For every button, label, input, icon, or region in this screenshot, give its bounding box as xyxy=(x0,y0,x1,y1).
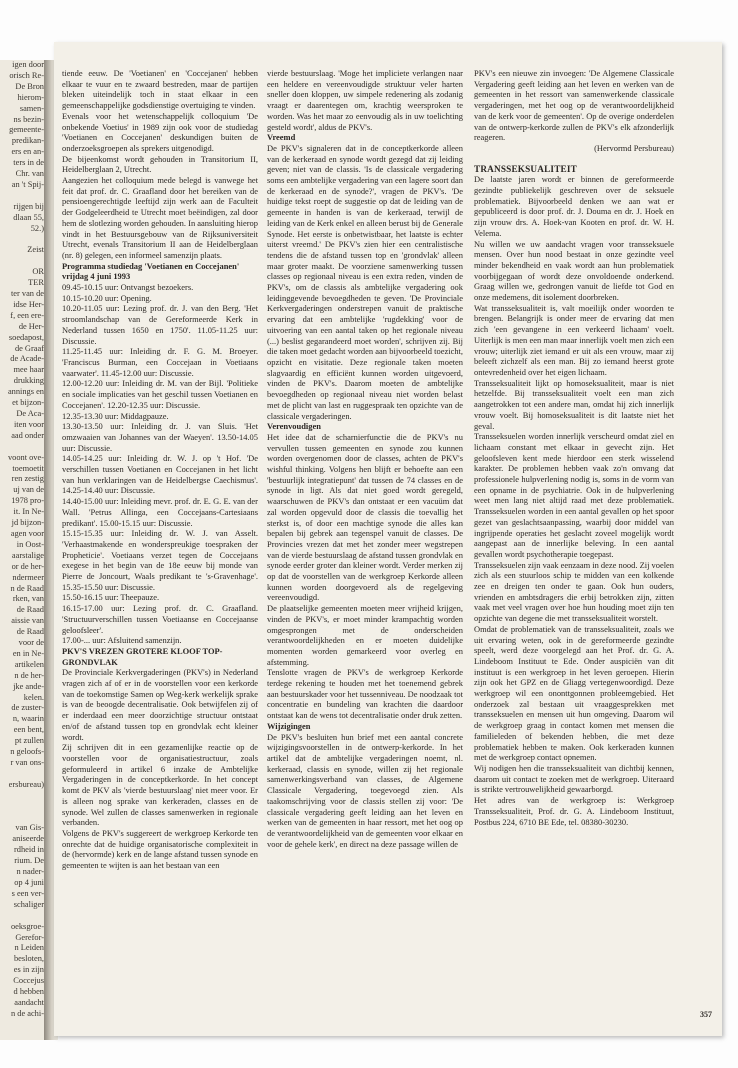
left-page-fragment: ns bezin- xyxy=(13,114,44,124)
left-page-fragment: 52.) xyxy=(30,223,44,233)
program-item: 15.15-15.35 uur: Inleiding dr. W. J. van Asselt. 'Verhaastmakende en wonderspreukige toespraken der Propheticie'. Voetiaans verzet tegen de Coccejaans exegese in het begin van de 18e eeuw bij monde van Pierre de Joncourt, Waals predikant te 's-Gravenhage'. 15.35-15.50 uur: Discussie. xyxy=(62,528,258,592)
trans-para: De laatste jaren wordt er binnen de gereformeerde gezindte publiekelijk geschreven over de seksuele problematiek. Bijvoorbeeld denken we aan wat er gepubliceerd is door prof. dr. J. Douma en dr. J. Hoek en zijn vrouw drs. A. Hoek-van Kooten en prof. dr. W. H. Velema. xyxy=(474,174,674,238)
left-page-fragment: agen voor xyxy=(10,528,44,538)
wijzigingen-text: De PKV's besluiten hun brief met een aantal concrete wijzigingsvoorstellen in de ontwerp-kerkorde. In het artikel dat de ambtelijke vergaderingen noemt, nl. kerkeraad, classis en synode, willen zij het regionale samenwerkingsverband van classes, de Algemene Classicale Vergadering, toegevoegd zien. Als taakomschrijving voor de classis stellen zij voor: 'De classicale vergadering geeft leiding aan het leven en werken van de gemeenten in haar ressort, met het oog op de verantwoordelijkheid van de gemeenten voor elkaar en voor de gehele kerk', en direct na deze passage willen de xyxy=(267,731,463,849)
left-page-fragment: uj van de xyxy=(13,485,44,495)
program-item: 12.35-13.30 uur: Middagpauze. xyxy=(62,410,169,421)
left-page-fragment: aarstalige xyxy=(11,550,44,560)
left-page-fragment: Coccejus xyxy=(13,976,44,986)
c2-intro: vierde bestuurslaag. 'Moge het impliciete verlangen naar een heldere en vereenvoudigde struktuur veler harten sneller doen kloppen, uw simpele redenering als zodanig vraagt er daarentegen om, krachtig weersproken te worden. Was het maar zo eenvoudig als in uw toelichting gesteld wordt', aldus de PKV's. xyxy=(267,68,463,132)
left-page-fragment: ters in de xyxy=(13,158,44,168)
left-page-fragment: de Acade- xyxy=(10,354,44,364)
program-item: 17.00-... uur: Afsluitend samenzijn. xyxy=(62,635,182,646)
program-item: 10.15-10.20 uur: Opening. xyxy=(62,292,152,303)
left-page-fragment xyxy=(0,911,48,922)
left-page-fragment: TER xyxy=(28,278,44,288)
trans-para: Omdat de problematiek van de transseksualiteit, zoals we uit ervaring weten, ook in de gereformeerde gezindte speelt, werd deze voorgelegd aan het Prof. dr. G. A. Lindeboom Instituut te Ede. Onder auspiciën van dit instituut is een werkgroep in het leven geroepen. Hierin zijn ook het GPZ en de Gliagg vertegenwoordigd. Deze werkgroep wil een ononttgonnen probleemgebied. Het onderzoek zal bestaan uit vraaggesprekken met transseksuelen en mensen uit hun omgeving. Daarom wil de werkgroep graag in contact komen met mensen die familieleden of bekenden hebben, die met deze problematiek hebben te maken. Ook kerkeraden kunnen met de werkgroep contact opnemen. xyxy=(474,623,674,763)
program-item: 10.20-11.05 uur: Lezing prof. dr. J. van den Berg. 'Het stroomlandschap van de Gereformeerde Kerk in Nederland tussen 1650 en 1750'. 11.05-11.25 uur: Discussie. xyxy=(62,303,258,346)
left-page-fragment xyxy=(0,442,48,453)
left-page-fragment: oeksgroe- xyxy=(10,921,44,931)
left-page-fragment: igen door xyxy=(12,60,44,69)
trans-heading: TRANSSEKSUALITEIT xyxy=(474,163,577,174)
verenvoudigen-para: Tenslotte vragen de PKV's de werkgroep Kerkorde terdege rekening te houden met het toenemend gebrek aan bestuurskader voor het tussenniveau. De noodzaak tot concentratie en bundeling van krachten die daardoor ontstaat kan de wens tot decentralisatie onder druk zetten. xyxy=(267,667,463,721)
left-page-fragment: ers en an- xyxy=(11,147,44,157)
left-page-fragment: pt zullen xyxy=(14,736,44,746)
page-number: 357 xyxy=(700,1010,712,1019)
left-page-fragment: rdheid in xyxy=(13,845,44,855)
left-page-fragment: ren zestig xyxy=(11,474,44,484)
left-page-fragment: samen- xyxy=(19,103,44,113)
pkv-para: Zij schrijven dit in een gezamenlijke reactie op de voorstellen voor de organisatiestructuur, zoals geformuleerd in artikel 6 inzake de Ambtelijke Vergaderingen in de conceptkerkorde. In het concept komt de PKV als 'vierde bestuurslaag' niet meer voor. Er is alleen nog sprake van kerkeraden, classes en de synode. Wel zullen de classes samenwerken in regionale verbanden. xyxy=(62,742,258,828)
left-page-fragment: rken, van xyxy=(12,594,44,604)
left-page-fragment: aad onder xyxy=(11,430,44,440)
c1-para: Aangezien het colloquium mede belegd is vanwege het feit dat prof. dr. C. Graafland door het bereiken van de pensioengerechtigde leeftijd zijn werk aan de Faculteit der Godgeleerdheid te Utrecht moet beëindigen, zal door hem de slotlezing worden gehouden. In aansluiting hierop vindt in het Bestuursgebouw van de Rijksuniversiteit Utrecht, evenals Transitorium II aan de Heidelberglaan (nr. 8) gelegen, een informeel samenzijn plaats. xyxy=(62,175,258,260)
left-page-fragment: f, een ere- xyxy=(10,310,44,320)
c1-para: De bijeenkomst wordt gehouden in Transitorium II, Heidelberglaan 2, Utrecht. xyxy=(62,153,258,175)
left-page-fragment: Chr. van xyxy=(15,169,44,179)
left-page-fragment: De Aca- xyxy=(16,409,44,418)
left-page-fragment xyxy=(0,256,48,267)
left-page-fragment: or de her- xyxy=(11,561,44,571)
program-item: 14.40-15.00 uur: Inleiding mevr. prof. dr. E. G. E. van der Wall. 'Petrus Allinga, een Coccejaans-Cartesiaans predikant'. 15.00-15.15 uur: Discussie. xyxy=(62,496,258,528)
left-page-fragment: gemeente- xyxy=(9,125,44,135)
left-page-fragment: n de Raad xyxy=(10,583,44,593)
program-item: 15.50-16.15 uur: Theepauze. xyxy=(62,592,160,603)
c1-para: Evenals voor het wetenschappelijk colloquium 'De onbekende Voetius' in 1989 zijn ook voor de studiedag 'Voetianen en Coccejanen' deskundigen buiten de onderzoeksgroepen als sprekers uitgenodigd. xyxy=(62,110,258,153)
left-page-fragment: besloten, xyxy=(13,954,44,964)
left-page-edge xyxy=(0,60,49,1040)
left-page-fragment: drukking xyxy=(13,376,44,386)
left-page-fragment: aandacht xyxy=(14,997,44,1007)
trans-para: Transseksualiteit lijkt op homoseksualiteit, maar is niet hetzelfde. Bij transseksualiteit voelt een man zich aangetrokken tot een andere man, omdat hij zich innerlijk vrouw voelt. Bij homoseksualiteit is dit laatste niet het geval. xyxy=(474,377,674,431)
left-page-fragment: ndermeer xyxy=(12,572,44,582)
left-page-fragment xyxy=(0,235,48,246)
left-page-fragment: rijgen bij xyxy=(13,201,44,211)
trans-para: Het adres van de werkgroep is: Werkgroep Transseksualiteit, Prof. dr. G. A. Lindeboom Instituut, Postbus 224, 6710 BE Ede, tel. 08380-30230. xyxy=(474,795,674,827)
left-page-fragment: voont ove- xyxy=(7,452,44,462)
left-page-fragment: in Oost- xyxy=(16,539,44,549)
section-gap xyxy=(474,154,674,164)
left-page-fragment: ter van de xyxy=(10,289,44,299)
left-page-fragment: dlaan 55, xyxy=(13,212,44,222)
trans-para: Wij nodigen hen die transseksualiteit van dichtbij kennen, daarom uit contact te zoeken met de werkgroep. Uiteraard is strikte vertrouwelijkheid gewaarborgd. xyxy=(474,763,674,795)
left-page-fragment: de zuster- xyxy=(11,703,44,713)
wijzigingen-heading: Wijzigingen xyxy=(267,720,311,731)
vreemd-text: De PKV's signaleren dat in de conceptkerkorde alleen van de kerkeraad en synode wordt gezegd dat zij leiding geven; niet van de classis. 'Is de classicale vergadering soms een ambtelijke vergadering van een lagere soort dan de kerkeraad en de synode?', vragen de PKV's. 'De huidige tekst roept de suggestie op dat de leiding van de gemeente in handen is van de kerkeraad, terwijl de leiding van de Kerk enkel en alleen berust bij de Generale Synode. Het eerste is onbetwistbaar, het laatste is echter uiterst vreemd.' De PKV's zien hier een centralistische tendens die de afstand tussen top en 'grondvlak' alleen maar groter maakt. De voorziene samenwerking tussen classes op regionaal niveau is een extra reden, vinden de PKV's, om de classis als ambtelijke vergadering ook leidinggevende bevoegdheden te geven. 'De Provinciale Kerkvergaderingen onderstrepen vanuit de praktische ervaring dat een ambtelijke 'rugdekking' voor de uitvoering van een aantal taken op het regionale niveau (...) beslist gegarandeerd moet worden', schrijven zij. Bij die taken moet gedacht worden aan bijvoorbeeld toezicht, opzicht en visitatie. Deze regionale taken moeten slagvaardig en efficiënt kunnen worden uitgevoerd, vinden de PKV's. Daarom moeten de ambtelijke bevoegdheden op regionaal niveau niet worden belast met de plicht van last en ruggespraak ten opzichte van de classicale vergaderingen. xyxy=(267,142,463,421)
program-item: 12.00-12.20 uur: Inleiding dr. M. van der Bijl. 'Politieke en sociale implicaties van het geschil tussen Voetianen en Coccejanen'. 12.20-12.35 uur: Discussie. xyxy=(62,378,258,410)
left-page-fragment: mee haar xyxy=(13,365,44,375)
column-3 xyxy=(474,68,674,827)
left-page-fragment xyxy=(0,802,48,813)
left-page-fragment: soedapost, xyxy=(8,332,44,342)
left-page-fragment: hierom- xyxy=(17,92,44,102)
program-item: 09.45-10.15 uur: Ontvangst bezoekers. xyxy=(62,282,194,293)
left-page-fragment: r van ons- xyxy=(10,758,44,767)
page-357 xyxy=(54,42,722,1036)
left-page-fragment: n de achi- xyxy=(10,1008,44,1018)
left-page-fragment: d hebben xyxy=(13,987,44,997)
left-page-fragment: annings en xyxy=(7,387,44,397)
left-page-fragment: artikelen xyxy=(14,659,44,669)
trans-para: Nu willen we uw aandacht vragen voor transseksuele mensen. Over hun nood bestaat in onze gezindte veel minder bekendheid en vaak wordt aan hun problematiek voorbijgegaan of wordt deze onvoldoende onderkend. Graag willen we, gedrongen vanuit de liefde tot God en onze medemens, dit isolement doorbreken. xyxy=(474,238,674,303)
c3-intro: PKV's een nieuwe zin invoegen: 'De Algemene Classicale Vergadering geeft leiding aan het leven en werken van de gemeenten in het ressort van samenwerkende classicale vergaderingen, met het oog op de verantwoordelijkheid van de kerk voor de gemeenten'. Op de overige onderdelen van de ontwerp-kerkorde zullen de PKV's elk afzonderlijk reageren. xyxy=(474,68,674,143)
left-page-fragment: n, waarin xyxy=(12,714,44,724)
left-page-fragment: rium. De xyxy=(14,856,44,866)
left-page-fragment: jd bijzon- xyxy=(11,518,44,528)
left-page-fragments xyxy=(0,60,48,1020)
left-page-fragment xyxy=(0,791,48,802)
verenvoudigen-para: Het idee dat de scharnierfunctie die de PKV's nu vervullen tussen gemeenten en synode zou kunnen worden overgenomen door de classes, achten de PKV's wishful thinking. Volgens hen blijft er behoefte aan een 'bestuurlijk integratiepunt' dat tussen de 74 classes en de synode in ligt. Als dat niet goed wordt geregeld, waarschuwen de PKV's dan ontstaat er een vacuüm dat zal worden opgevuld door de classis die toevallig het sterkst is, of door een machtige synode die alles kan bepalen bij gebrek aan tegenspel vanuit de classes. De Provincies vrezen dat met het zonder meer wegstrepen van de vierde bestuurslaag de afstand tussen grondvlak en synode eerder groter dan kleiner wordt. Verder merken zij op dat de voorstellen van de werkgroep Kerkorde alleen kunnen worden doorgevoerd als de regelgeving vereenvoudigd. xyxy=(267,431,463,603)
left-page-fragment: kelen. xyxy=(23,692,44,702)
left-page-fragment: Gerefor- xyxy=(15,932,44,942)
left-page-fragment: voor de xyxy=(18,638,44,648)
program-item: 16.15-17.00 uur: Lezing prof. dr. C. Graafland. 'Structuurverschillen tussen Voetiaanse en Coccejaanse geloofsleer'. xyxy=(62,603,258,635)
program-heading: Programma studiedag 'Voetianen en Coccejanen' vrijdag 4 juni 1993 xyxy=(62,260,240,282)
left-page-fragment: Zeist xyxy=(27,245,44,255)
vreemd-heading: Vreemd xyxy=(267,132,296,143)
column-2 xyxy=(267,68,463,849)
left-page-fragment: aissie van xyxy=(11,616,44,626)
trans-para: Wat transseksualiteit is, valt moeilijk onder woorden te brengen. Belangrijk is onder meer de ervaring dat men zich 'een gevangene in een verkeerd lichaam' voelt. Uiterlijk is men een man maar innerlijk voelt men zich een vrouw; uiterlijk ziet iemand er uit als een vrouw, maar zij beleeft zichzelf als een man. Bij zo iemand heerst grote ontevredenheid over het eigen lichaam. xyxy=(474,302,674,377)
left-page-fragment: en in Ne- xyxy=(12,648,44,658)
left-page-fragment: de Graaf xyxy=(14,343,44,353)
left-page-fragment xyxy=(0,813,48,824)
left-page-fragment: n Leiden xyxy=(14,943,44,953)
left-page-fragment: De Bron xyxy=(15,81,44,91)
program-item: 13.30-13.50 uur: Inleiding dr. J. van Sluis. 'Het omzwaaien van Johannes van der Waeyen'. 13.50-14.05 uur: Discussie. xyxy=(62,421,258,453)
press-signature: (Hervormd Persbureau) xyxy=(594,142,674,153)
left-page-fragment: 1978 pro- xyxy=(11,496,44,506)
pkv-para: Volgens de PKV's suggereert de werkgroep Kerkorde ten onrechte dat de huidige organisatorische complexiteit in de (hervormde) kerk en de lange afstand tussen synode en gemeenten te wijten is aan het bestaan van een xyxy=(62,827,258,871)
program-item: 14.05-14.25 uur: Inleiding dr. W. J. op 't Hof. 'De verschillen tussen Voetianen en Coccejanen in het licht van hun verklaringen van de Heidelbergse Caechismus'. 14.25-14.40 uur: Discussie. xyxy=(62,453,258,496)
pkv-para: De Provinciale Kerkvergaderingen (PKV's) in Nederland vragen zich af of er in de voorstellen voor een kerkorde van de toekomstige Samen op Weg-kerk werkelijk sprake is van de beoogde decentralisatie. Ook betwijfelen zij of er inderdaad een meer doorzichtige structuur ontstaat en/of de afstand tussen top en grondvlak echt kleiner wordt. xyxy=(62,667,258,742)
left-page-fragment: een bent, xyxy=(13,725,44,735)
c1-para: tiende eeuw. De 'Voetianen' en 'Coccejanen' hebben elkaar te vuur en te zwaard bestreden, maar de partijen bleken uiteindelijk toch in staat elkaar in een gemeenschappelijke godsdienstige overtuiging te vinden. xyxy=(62,68,258,111)
left-page-fragment: ersbureau) xyxy=(8,779,44,789)
left-page-fragment: OR xyxy=(32,267,44,277)
left-page-fragment: jke ande- xyxy=(13,681,44,691)
left-page-fragment: s een ver- xyxy=(11,888,44,898)
pkv-heading: PKV'S VREZEN GROTERE KLOOF TOP-GRONDVLAK xyxy=(62,645,223,667)
left-page-fragment: de Raad xyxy=(16,627,44,637)
left-page-fragment: an 't Spij- xyxy=(11,179,44,189)
left-page-fragment: n de her- xyxy=(14,670,44,680)
trans-para: Transseksuelen zijn vaak eenzaam in deze nood. Zij voelen zich als een stuurloos schip te midden van een kolkende zee en dreigen ten onder te gaan. Ook hun ouders, vrienden en ambtsdragers die erbij betrokken zijn, zitten vaak met veel vragen over hoe hun houding moet zijn ten opzichte van degene die met transseksualiteit worstelt. xyxy=(474,559,675,624)
left-page-fragment: et bijzon- xyxy=(12,398,44,408)
left-page-fragment: de Raad xyxy=(16,605,44,615)
left-page-fragment: orisch Re- xyxy=(9,70,44,80)
left-page-fragment: n nader- xyxy=(16,867,44,877)
program-item: 11.25-11.45 uur: Inleiding dr. F. G. M. Broeyer. 'Franciscus Burman, een Coccejaan in Voetiaans vaarwater'. 11.45-12.00 uur: Discussie. xyxy=(62,346,258,378)
left-page-fragment xyxy=(0,769,48,780)
left-page-fragment: it. In Ne- xyxy=(13,507,44,517)
left-page-fragment: de Her- xyxy=(18,321,44,331)
left-page-fragment: aniseerde xyxy=(12,834,44,844)
trans-para: Transseksuelen worden innerlijk verscheurd omdat ziel en lichaam constant met elkaar in gevecht zijn. Het geloofsleven kent mede hierdoor een sterk wisselend karakter. De problemen hebben vaak zo'n omvang dat professionele hulpverlening nodig is, soms in de vorm van een opname in de psychiatrie. Ook in de hulpverlening weet men lang niet altijd raad met deze problematiek. Transseksuelen worden in een aantal gevallen op het spoor gezet van geslachtsaanpassing, waarbij door middel van ingrijpende operaties het geslacht zoveel mogelijk wordt aangepast aan de innerlijke beleving. In een aantal gevallen wordt psychotherapie toegepast. xyxy=(474,431,674,559)
left-page-fragment: van Gis- xyxy=(15,823,44,833)
left-page-fragment: n geloofs- xyxy=(10,747,44,757)
left-page-fragment: idse Her- xyxy=(13,299,44,309)
left-page-fragment xyxy=(0,191,48,202)
left-page-fragment: es in zijn xyxy=(13,965,44,975)
column-1 xyxy=(62,68,258,871)
left-page-fragment: predikan- xyxy=(11,136,44,146)
left-page-fragment: toemoetit xyxy=(12,463,44,473)
verenvoudigen-para: De plaatselijke gemeenten moeten meer vrijheid krijgen, vinden de PKV's, er moet minder krampachtig worden omgesprongen met de onderscheiden verantwoordelijkheden en er moeten duidelijke momenten worden gemarkeerd voor overleg en afstemming. xyxy=(267,603,463,667)
left-page-fragment: schaliger xyxy=(13,899,44,909)
left-page-fragment: op 4 juni xyxy=(14,877,44,887)
verenvoudigen-heading: Verenvoudigen xyxy=(267,421,321,432)
left-page-fragment: iten voor xyxy=(13,419,44,429)
